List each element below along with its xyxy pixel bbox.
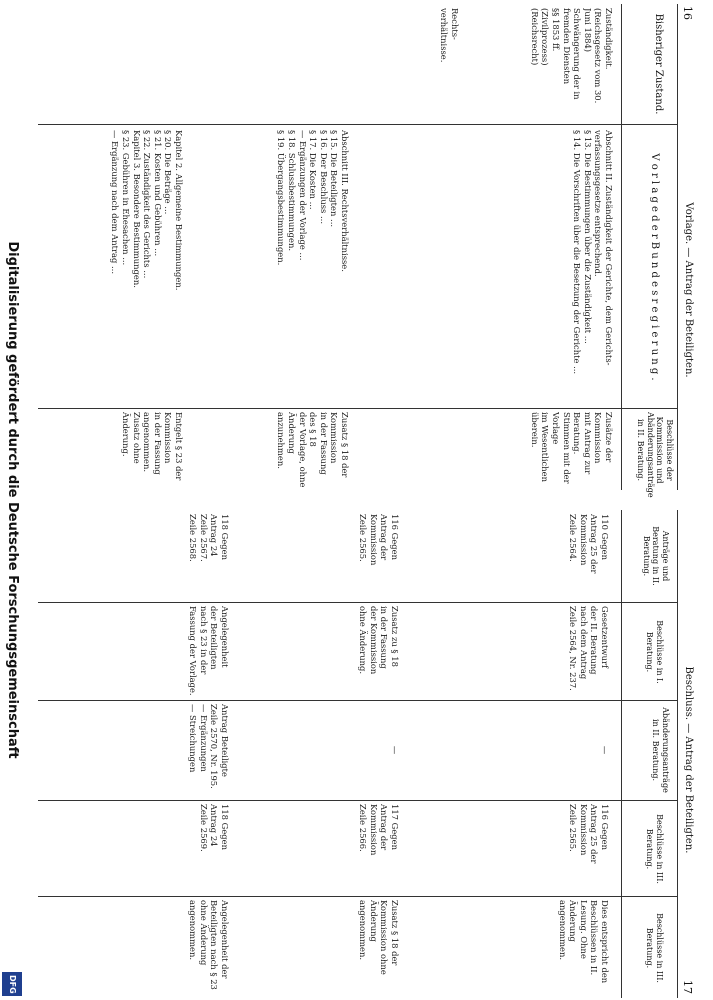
table-cell: Rechts- verhältnisse. [439,8,460,63]
col-header: Beschlüsse in I. Beratung. [645,620,664,684]
rule-header-left [621,4,622,490]
table-cell: Gesetzentwurf der II. Beratung nach dem Antrag Zeile 2564, Nr. 237. [568,606,610,691]
column-divider [38,700,678,701]
dfg-logo: DFG [2,972,22,996]
column-divider [38,602,678,603]
col-header-beschluesse: Beschlüsse der Kommission und Abänderungsanträge in II. Beratung. [636,412,674,498]
table-cell: Entgelt § 23 der Kommission in der Fassung angenommen. Zusatz ohne Änderung. [121,412,184,481]
table-cell: Abschnitt II. Zuständigkeit der Gerichte, dem Gerichts- verfassungsgesetze entsprechend. § 13. Die Bestimmungen über die Zuständigkeit ... § 14. Die Vorschriften über die Besetzung der Gerichte ... [572,130,614,375]
table-cell: 110 Gegen Antrag 25 der Kommission Zeile 2564. [568,514,610,574]
table-cell: Zusätze der Kommission mit Antrag zur Beratung. Stimmen mit der Vorlage im Wesentlichen überein. [529,412,614,484]
dfg-footer [0,0,24,1000]
table-cell: 118 Gegen Antrag 24 Zeile 2569. [198,804,230,852]
col-header: Anträge und Beratung in II. Beratung. [642,526,670,586]
column-divider [38,896,678,897]
page-number-left: 16 [681,6,694,20]
table-cell: 118 Gegen Antrag 24 Zeile 2567. Zeile 2568. [188,514,230,562]
page-number-right: 17 [681,980,694,994]
table-cell: 116 Gegen Antrag 25 der Kommission Zeile 2565. [568,804,610,864]
table-cell: 117 Gegen Antrag der Kommission Zeile 2566. [358,804,400,856]
table-cell: — [390,745,400,755]
table-cell: Zuständigkeit. (Reichsgesetz vom 30. Juni 1884) Schwängerung der in fremden Diensten §§ 1853 ff. (Zivilprozess) (Reichsrecht) [529,8,614,104]
col-header-bisheriger-zustand: Bisheriger Zustand. [653,13,664,115]
table-cell: Angelegenheit der Beteiligten nach § 23 ohne Änderung angenommen. [188,900,230,990]
table-cell: Angelegenheit der Beteiligten nach § 23 in der Fassung der Vorlage. [188,606,230,696]
col-header-vorlage: V o r l a g e d e r B u n d e s r e g i e r u n g . [649,153,660,381]
table-cell: Kapitel 2. Allgemeine Bestimmungen. § 20. Die Beträge ... § 21. Kosten und Gebühren ... § 22. Zuständigkeit des Gerichts ... Kapitel 3. Besondere Bestimmungen. § 23. Gebühren in Ehesachen ... — Ergänzung nach dem Antrag ... [110,130,184,291]
column-divider [38,408,678,409]
table-cell: Zusatz zu § 18 in der Fassung der Kommission ohne Änderung. [358,606,400,675]
dfg-footer-text: Digitalisierung gefördert durch die Deutsche Forschungsgemeinschaft [5,241,20,759]
rule-top-left [677,4,678,490]
running-head-right: Beschluss. — Antrag der Beteiligten. [683,666,694,854]
col-header: Beschlüsse in III. Beratung. [645,913,664,983]
table-cell: 116 Gegen Antrag der Kommission Zeile 2565. [358,514,400,566]
column-divider [38,800,678,801]
table-cell: Zusatz § 18 der Kommission in der Fassung des § 18 der Vorlage, ohne Änderung anzunehmen. [276,412,350,488]
column-divider [38,124,678,125]
table-cell: Abschnitt III. Rechtsverhältnisse. § 15. Die Beteiligten ... § 16. Der Beschluss ... § 17. Die Kosten ... — Ergänzungen der Vorlage ... § 18. Schlussbestimmungen. § 19. Übergangsbestimmungen. [276,130,350,272]
table-cell: Dies entspricht den Beschlüssen in II. Lesung. Ohne Änderung angenommen. [557,900,610,984]
col-header: Beschlüsse in III. Beratung. [645,814,664,884]
rule-header-right [621,510,622,998]
table-cell: Zusatz § 18 der Kommission ohne Änderung angenommen. [358,900,400,975]
table-cell: Antrag Beteiligte Zeile 2570, Nr. 195. — Ergänzungen — Streichungen [188,704,230,789]
table-cell: — [600,745,610,755]
running-head-left: Vorlage. — Antrag der Beteiligten. [683,202,694,378]
rule-top-right [677,510,678,998]
col-header: Abänderungsanträge in II. Beratung. [651,707,670,793]
